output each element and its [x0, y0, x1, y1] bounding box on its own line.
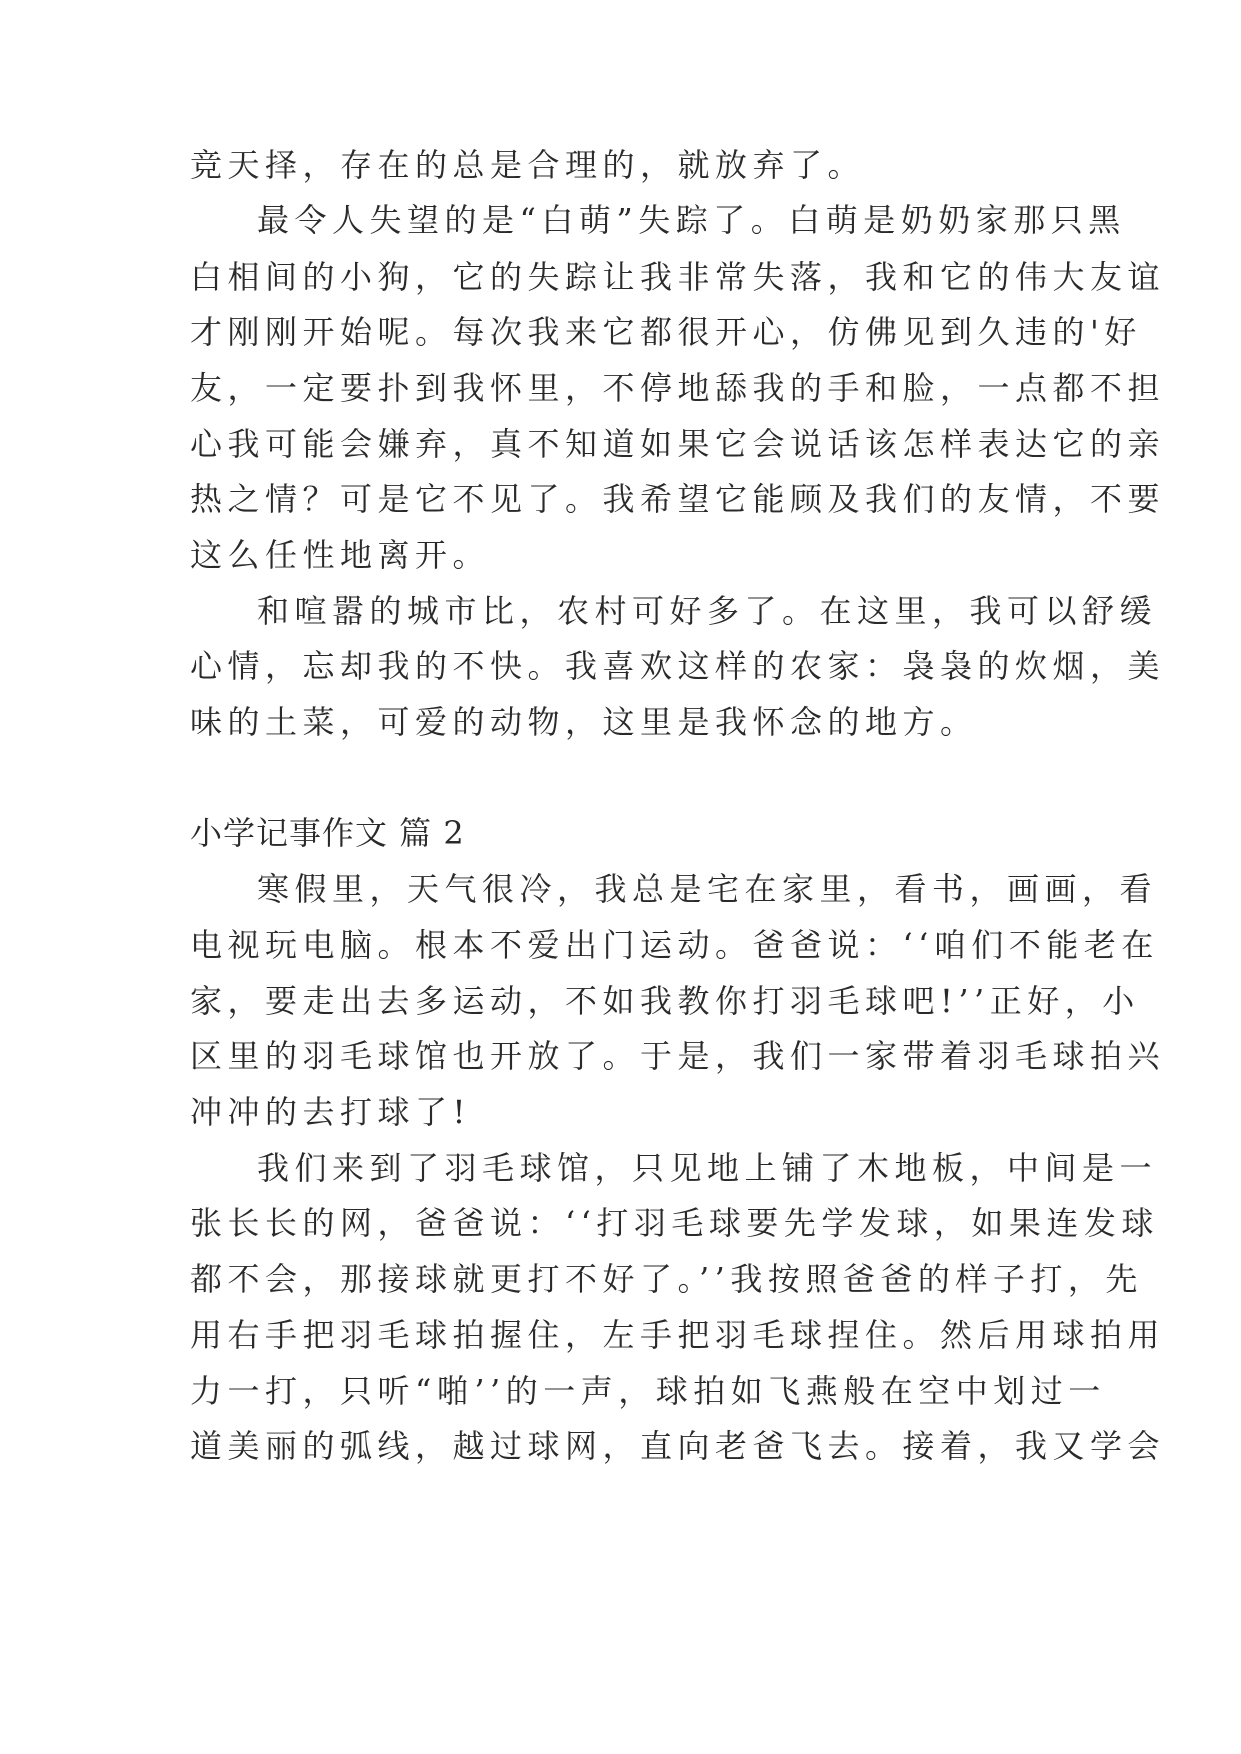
paragraph-line: 寒假里，天气很冷，我总是宅在家里，看书，画画，看	[257, 870, 1158, 908]
paragraph-line: 道美丽的弧线，越过球网，直向老爸飞去。接着，我又学会	[190, 1427, 1166, 1465]
paragraph-line: 最令人失望的是“白萌”失踪了。白萌是奶奶家那只黑	[257, 201, 1126, 239]
paragraph-line: 我们来到了羽毛球馆，只见地上铺了木地板，中间是一	[257, 1149, 1158, 1187]
paragraph-line: 都不会，那接球就更打不好了。’’我按照爸爸的样子打，先	[190, 1260, 1143, 1298]
paragraph-line: 和喧嚣的城市比，农村可好多了。在这里，我可以舒缓	[257, 592, 1158, 630]
paragraph-line: 才刚刚开始呢。每次我来它都很开心，仿佛见到久违的'好	[190, 313, 1142, 351]
paragraph-line: 电视玩电脑。根本不爱出门运动。爸爸说：‘‘咱们不能老在	[190, 926, 1159, 964]
paragraph-line: 这么任性地离开。	[190, 536, 491, 574]
paragraph-line: 力一打，只听“啪’’的一声，球拍如飞燕般在空中划过一	[190, 1372, 1106, 1410]
paragraph-line: 味的土菜，可爱的动物，这里是我怀念的地方。	[190, 703, 978, 741]
paragraph-line: 友，一定要扑到我怀里，不停地舔我的手和脸，一点都不担	[190, 369, 1166, 407]
paragraph-line: 区里的羽毛球馆也开放了。于是，我们一家带着羽毛球拍兴	[190, 1037, 1166, 1075]
paragraph-line: 用右手把羽毛球拍握住，左手把羽毛球捏住。然后用球拍用	[190, 1316, 1166, 1354]
paragraph-line: 冲冲的去打球了!	[190, 1093, 471, 1131]
paragraph-line: 竞天择，存在的总是合理的，就放弃了。	[190, 146, 866, 184]
paragraph-line: 心情，忘却我的不快。我喜欢这样的农家：袅袅的炊烟，美	[190, 647, 1166, 685]
section-heading: 小学记事作文 篇 2	[190, 814, 465, 852]
paragraph-line: 张长长的网，爸爸说：‘‘打羽毛球要先学发球，如果连发球	[190, 1204, 1159, 1242]
paragraph-line: 心我可能会嫌弃，真不知道如果它会说话该怎样表达它的亲	[190, 425, 1166, 463]
paragraph-line: 家，要走出去多运动，不如我教你打羽毛球吧!’’正好，小	[190, 982, 1140, 1020]
paragraph-line: 白相间的小狗，它的失踪让我非常失落，我和它的伟大友谊	[190, 258, 1166, 296]
paragraph-line: 热之情？可是它不见了。我希望它能顾及我们的友情，不要	[190, 480, 1166, 518]
